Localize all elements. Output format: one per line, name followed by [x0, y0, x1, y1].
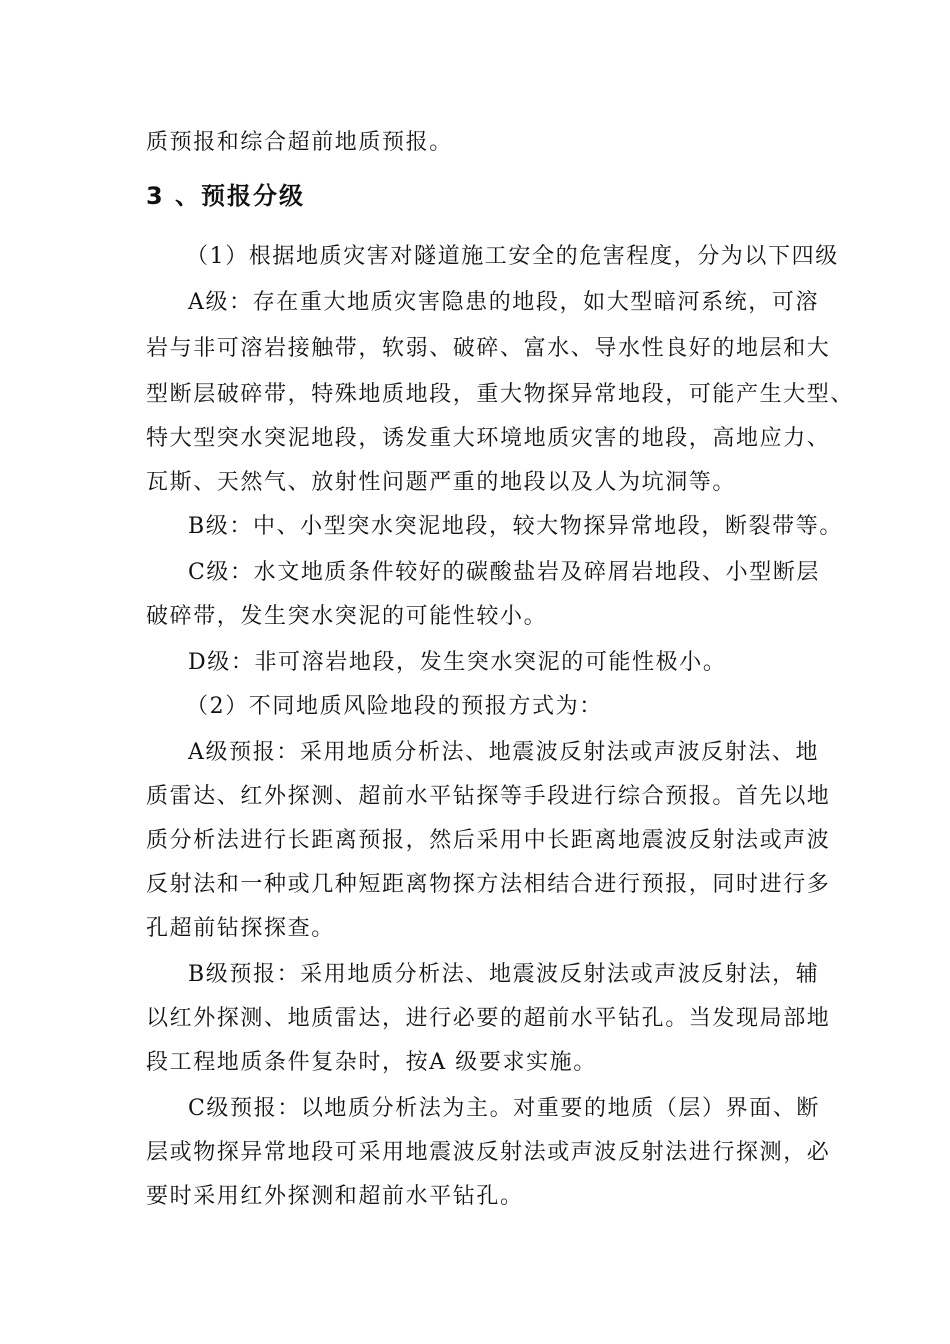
section-heading: 3 、预报分级: [146, 182, 306, 210]
paragraph-line: B级预报：采用地质分析法、地震波反射法或声波反射法，辅: [188, 962, 820, 987]
paragraph-line: D级：非可溶岩地段，发生突水突泥的可能性极小。: [188, 650, 727, 675]
paragraph-line: 破碎带，发生突水突泥的可能性较小。: [146, 604, 548, 629]
paragraph-line: 特大型突水突泥地段，诱发重大环境地质灾害的地段，高地应力、: [146, 426, 831, 451]
paragraph-line: （2）不同地质风险地段的预报方式为：: [186, 694, 603, 719]
paragraph-line: 反射法和一种或几种短距离物探方法相结合进行预报，同时进行多: [146, 872, 831, 897]
paragraph-line: 瓦斯、天然气、放射性问题严重的地段以及人为坑洞等。: [146, 470, 737, 495]
paragraph-line: 质雷达、红外探测、超前水平钻探等手段进行综合预报。首先以地: [146, 784, 831, 809]
paragraph-line: 型断层破碎带，特殊地质地段，重大物探异常地段，可能产生大型、: [146, 382, 855, 407]
paragraph-line: （1）根据地质灾害对隧道施工安全的危害程度，分为以下四级: [186, 244, 839, 269]
paragraph-line: 要时采用红外探测和超前水平钻孔。: [146, 1184, 524, 1209]
paragraph-line: B级：中、小型突水突泥地段，较大物探异常地段，断裂带等。: [188, 514, 843, 539]
paragraph-line: 以红外探测、地质雷达，进行必要的超前水平钻孔。当发现局部地: [146, 1006, 831, 1031]
paragraph-line: 质分析法进行长距离预报，然后采用中长距离地震波反射法或声波: [146, 828, 831, 853]
paragraph-line: A级：存在重大地质灾害隐患的地段，如大型暗河系统，可溶: [188, 290, 820, 315]
paragraph-line: 岩与非可溶岩接触带，软弱、破碎、富水、导水性良好的地层和大: [146, 336, 831, 361]
paragraph-line: 质预报和综合超前地质预报。: [146, 130, 453, 155]
paragraph-line: 孔超前钻探探查。: [146, 916, 335, 941]
paragraph-line: C级预报：以地质分析法为主。对重要的地质（层）界面、断: [188, 1096, 821, 1121]
paragraph-line: A级预报：采用地质分析法、地震波反射法或声波反射法、地: [188, 740, 820, 765]
paragraph-line: 段工程地质条件复杂时，按A 级要求实施。: [146, 1050, 597, 1075]
paragraph-line: C级：水文地质条件较好的碳酸盐岩及碎屑岩地段、小型断层: [188, 560, 821, 585]
paragraph-line: 层或物探异常地段可采用地震波反射法或声波反射法进行探测，必: [146, 1140, 831, 1165]
